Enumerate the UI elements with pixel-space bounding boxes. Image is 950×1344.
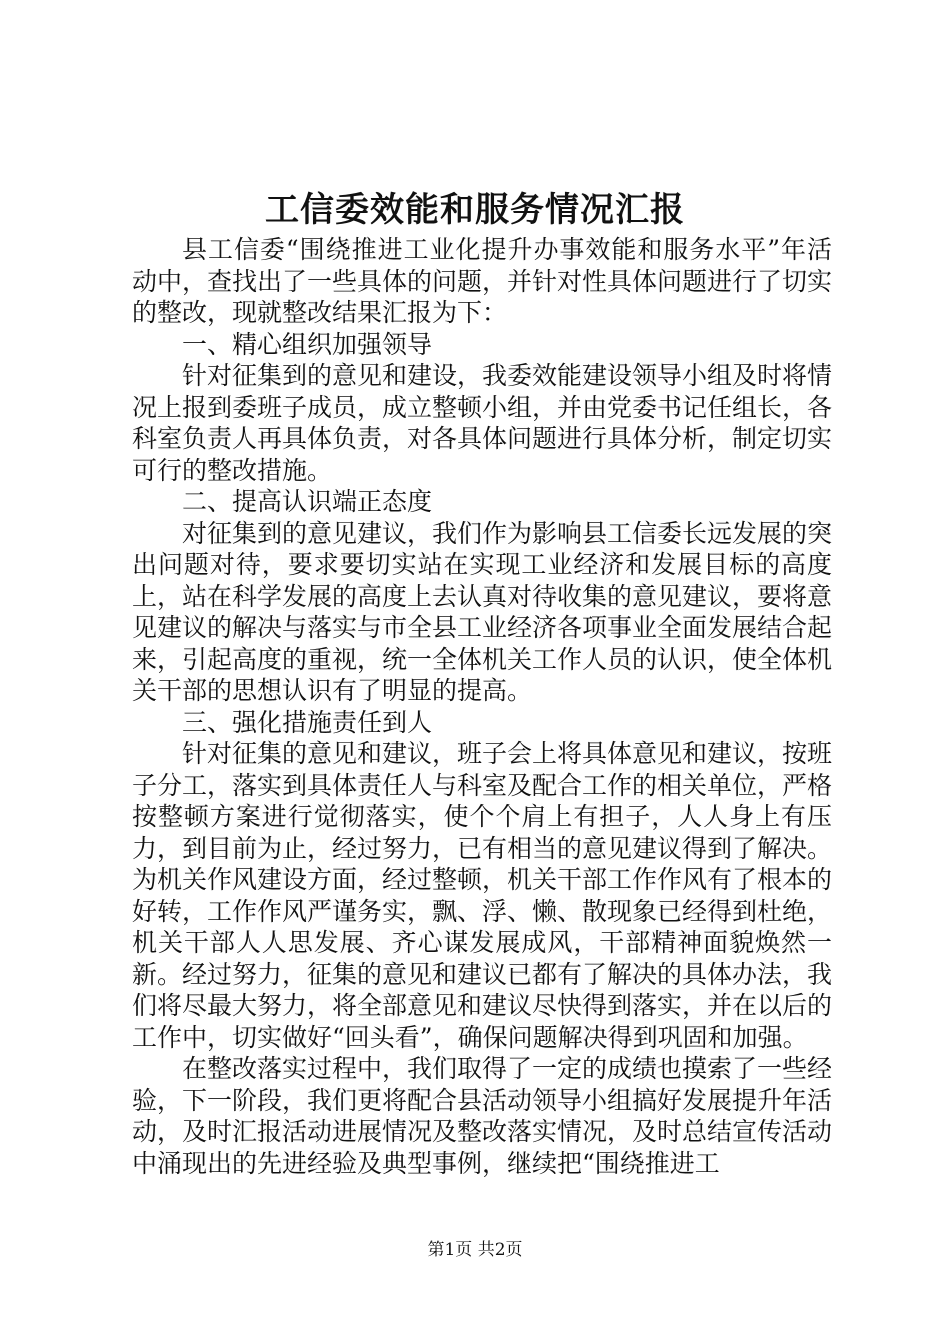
paragraph-section-1: 针对征集到的意见和建设，我委效能建设领导小组及时将情况上报到委班子成员，成立整顿小组，并由党委书记任组长，各科室负责人再具体负责，对各具体问题进行具体分析，制定切实可行的整改措施。: [132, 361, 833, 485]
document-title: 工信委效能和服务情况汇报: [265, 190, 685, 230]
paragraph-section-3: 针对征集的意见和建议，班子会上将具体意见和建议，按班子分工，落实到具体责任人与科室及配合工作的相关单位，严格按整顿方案进行觉彻落实，使个个肩上有担子，人人身上有压力，到目前为止，经过努力，已有相当的意见建议得到了解决。为机关作风建设方面，经过整顿，机关干部工作作风有了根本的好转，工作作风严谨务实，飘、浮、懒、散现象已经得到杜绝，机关干部人人思发展、齐心谋发展成风，干部精神面貌焕然一新。经过努力，征集的意见和建议已都有了解决的具体办法，我们将尽最大努力，将全部意见和建议尽快得到落实，并在以后的工作中，切实做好“回头看”，确保问题解决得到巩固和加强。: [132, 739, 833, 1052]
page-footer: 第1页 共2页: [427, 1240, 523, 1260]
paragraph-closing: 在整改落实过程中，我们取得了一定的成绩也摸索了一些经验，下一阶段，我们更将配合县活动领导小组搞好发展提升年活动，及时汇报活动进展情况及整改落实情况，及时总结宣传活动中涌现出的先进经验及典型事例，继续把“围绕推进工: [132, 1054, 833, 1178]
paragraph-section-2: 对征集到的意见建议，我们作为影响县工信委长远发展的突出问题对待，要求要切实站在实现工业经济和发展目标的高度上，站在科学发展的高度上去认真对待收集的意见建议，要将意见建议的解决与落实与市全县工业经济各项事业全面发展结合起来，引起高度的重视，统一全体机关工作人员的认识，使全体机关干部的思想认识有了明显的提高。: [132, 518, 833, 705]
document-body: [132, 234, 832, 1179]
section-heading-2: 二、提高认识端正态度: [182, 487, 433, 516]
paragraph-intro: 县工信委“围绕推进工业化提升办事效能和服务水平”年活动中，查找出了一些具体的问题，并针对性具体问题进行了切实的整改，现就整改结果汇报为下：: [132, 235, 833, 327]
section-heading-3: 三、强化措施责任到人: [182, 707, 433, 737]
section-heading-1: 一、精心组织加强领导: [182, 329, 433, 359]
